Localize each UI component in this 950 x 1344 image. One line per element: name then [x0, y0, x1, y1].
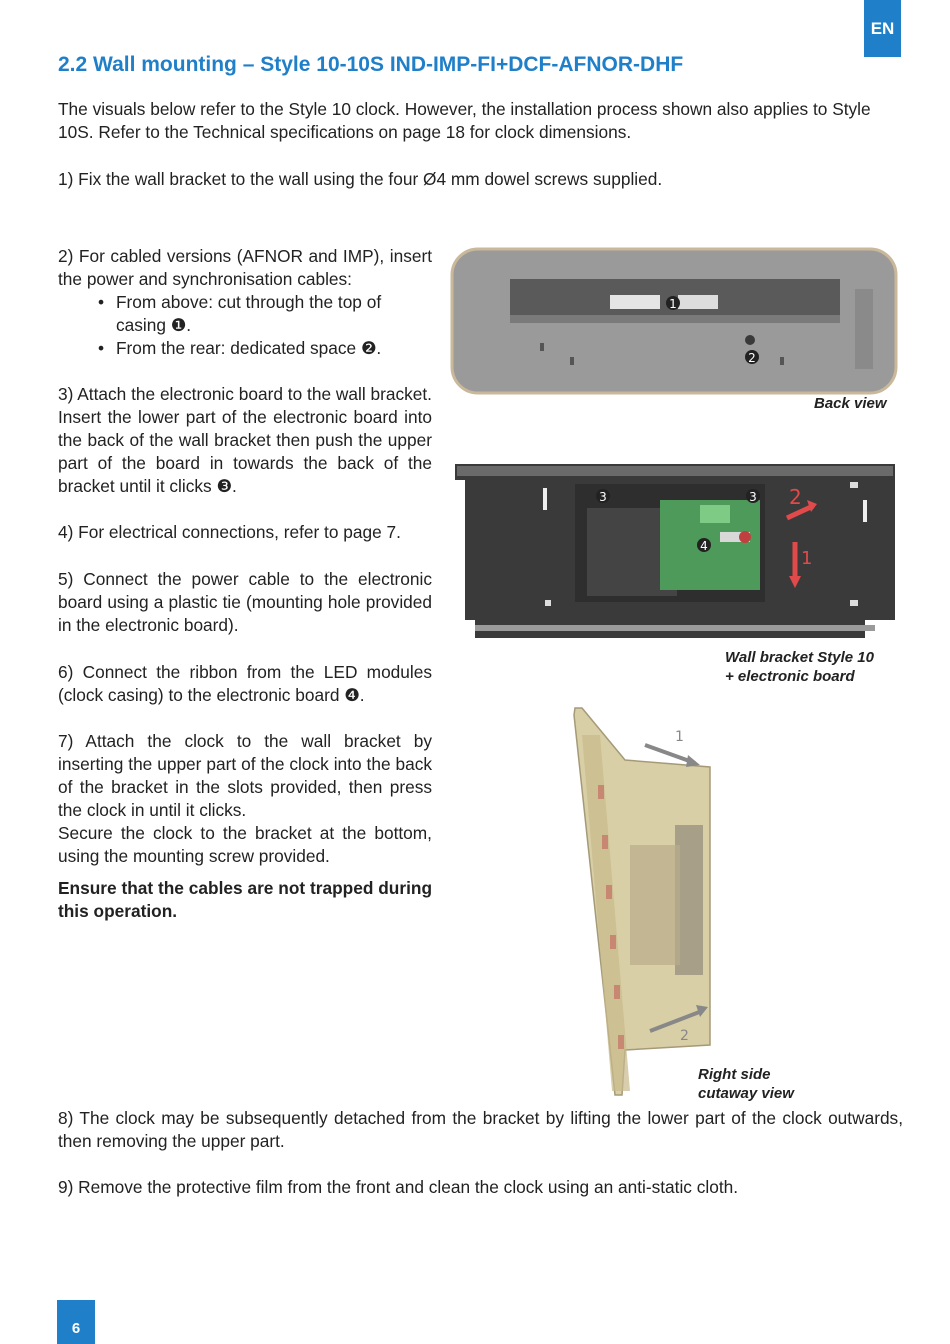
step-9: 9) Remove the protective film from the front and clean the clock using an anti-static cloth.	[58, 1177, 739, 1197]
list-item: • From above: cut through the top of casing ❶.	[98, 292, 382, 335]
step-6: 6) Connect the ribbon from the LED modules (clock casing) to the electronic board ❹.	[58, 662, 432, 705]
caption-bracket	[725, 648, 874, 686]
marker-3-left: 3	[599, 490, 607, 504]
side-cutaway-figure	[570, 705, 720, 1097]
arrow-label-1: 1	[801, 548, 813, 569]
section-heading: 2.2 Wall mounting – Style 10-10S IND-IMP-FI+DCF-AFNOR-DHF	[58, 53, 684, 76]
arrow-label-2: 2	[789, 485, 802, 509]
marker-4: 4	[700, 539, 708, 553]
step-7: 7) Attach the clock to the wall bracket by inserting the upper part of the clock into the back of the bracket in the slots provided, then press the clock in until it clicks.	[58, 731, 432, 820]
back-view-figure	[450, 247, 898, 395]
caption-side-line2: cutaway view	[698, 1085, 794, 1102]
caption-back-view: Back view	[814, 395, 887, 412]
arrow-label-bottom: 2	[680, 1028, 689, 1044]
marker-1: 1	[669, 297, 677, 311]
marker-3-right: 3	[749, 490, 757, 504]
step-8: 8) The clock may be subsequently detached from the bracket by lifting the lower part of the clock outwards, then removing the upper part.	[58, 1108, 903, 1151]
marker-2: 2	[748, 351, 756, 365]
caption-side-view	[698, 1065, 794, 1103]
step-4: 4) For electrical connections, refer to page 7.	[58, 522, 401, 542]
page-number: 6	[57, 1300, 95, 1344]
step-1: 1) Fix the wall bracket to the wall using the four Ø4 mm dowel screws supplied.	[58, 169, 663, 189]
caption-bracket-line1: Wall bracket Style 10	[725, 649, 874, 666]
language-tab: EN	[864, 0, 901, 57]
caption-side-line1: Right side	[698, 1066, 771, 1083]
step-3: 3) Attach the electronic board to the wall bracket. Insert the lower part of the electronic board into the back of the wall bracket then push the upper part of the board in towards the back of the bracket until it clicks ❸.	[58, 384, 432, 496]
caption-bracket-line2: + electronic board	[725, 668, 855, 685]
step-2	[58, 245, 432, 360]
list-item: • From the rear: dedicated space ❷.	[98, 338, 382, 358]
intro-paragraph: The visuals below refer to the Style 10 clock. However, the installation process shown also applies to Style 10S. Refer to the Technical specifications on page 18 for clock dimensions.	[58, 99, 871, 142]
step-2-text: 2) For cabled versions (AFNOR and IMP), insert the power and synchronisation cables:	[58, 246, 432, 289]
step-7b: Secure the clock to the bracket at the bottom, using the mounting screw provided.	[58, 823, 432, 866]
arrow-label-top: 1	[675, 729, 684, 745]
step-5: 5) Connect the power cable to the electronic board using a plastic tie (mounting hole provided in the electronic board).	[58, 569, 432, 635]
warning-note: Ensure that the cables are not trapped during this operation.	[58, 878, 432, 921]
wall-bracket-figure	[455, 460, 895, 642]
